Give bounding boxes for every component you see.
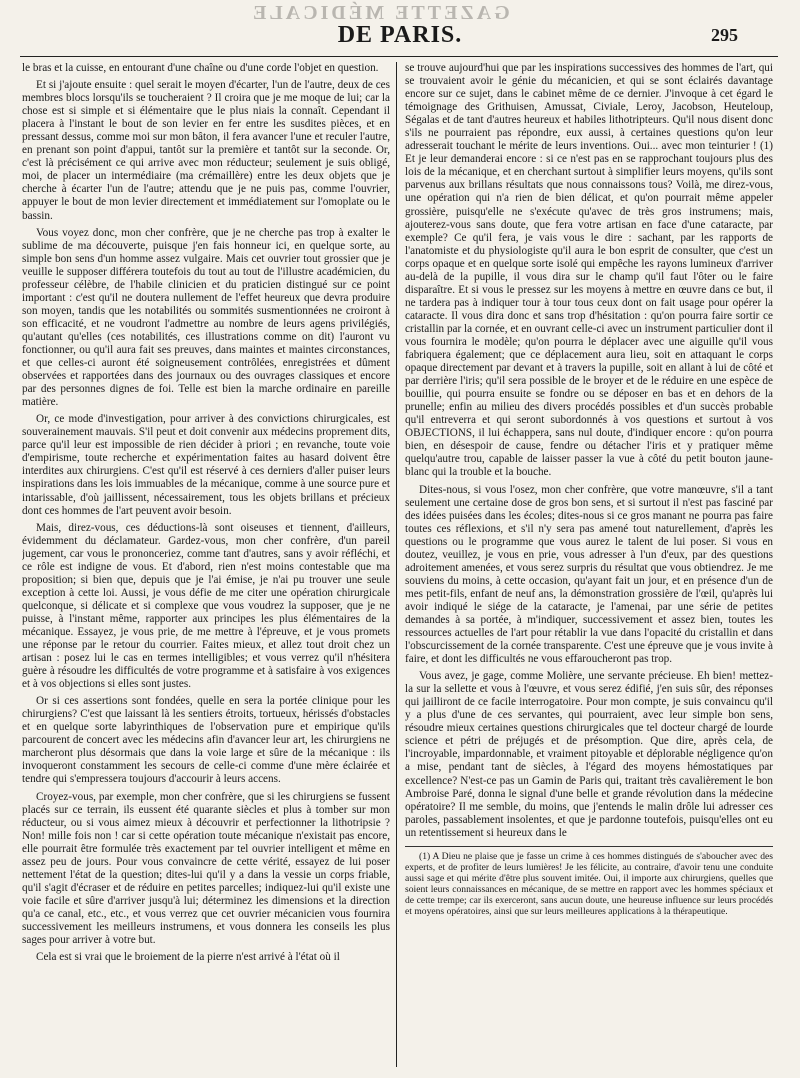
- paragraph: Dites-nous, si vous l'osez, mon cher confrère, que votre manœuvre, s'il a tant seulement une certaine dose de gros bon sens, et si surtout il n'est pas fasciné par des idées puisées dans les écoles; dites-nous si ce gros manant ne pourra pas faire toutes ces réflexions, et s'il n'y sera pas amené tout naturellement, d'après les questions ou le programme que vous aurez le talent de lui poser. Si vous en doutez, veuillez, je vous en prie, vous adresser à l'un d'eux, par des questions adroitement amenées, et vous serez surpris du résultat que vous obtiendrez. Je me souviens du moins, à cette occasion, qu'ayant fait un jour, et en présence d'un de mes petit-fils, enfant de neuf ans, la démonstration grossière de l'œil, qu'après lui avoir indiqué le siége de la cataracte, je l'amenai, par une série de petites demandes à sa portée, à m'indiquer, successivement et assez bien, toutes les ressources actuelles de l'art pour rétablir la vue dans l'opacité du cristallin et dans l'obscurcissement de la cornée transparente. C'est une épreuve que je vous invite à faire, et dont les difficultés ne vous effaroucheront pas trop.: [405, 483, 773, 666]
- footnote: (1) A Dieu ne plaise que je fasse un crime à ces hommes distingués de s'aboucher avec des experts, et de profiter de leurs lumières! Je les félicite, au contraire, d'avoir tenu une conduite aussi sage et qui mérite d'être plus souvent imitée. Oui, il importe aux chirurgiens, quelles que soient leurs connaissances en mécanique, de se mettre en rapport avec les hommes spéciaux et de cette trempe; car ils exerceront, sans aucun doute, une heureuse influence sur leurs procédés et moyens opératoires, ainsi que sur leurs meilleures applications à la thérapeutique.: [405, 850, 773, 917]
- paragraph: le bras et la cuisse, en entourant d'une chaîne ou d'une corde l'objet en question.: [22, 62, 379, 74]
- paragraph: Croyez-vous, par exemple, mon cher confrère, que si les chirurgiens se fussent placés sur ce terrain, ils eussent été quarante siècles et plus à tomber sur mon réducteur, ou si vous aimez mieux à découvrir et perfectionner la lithotripsie ? Non! mille fois non ! car si cette opération toute mécanique n'existait pas encore, elle pourrait être formulée très exactement par tel ouvrier intelligent et même en assez peu de jours. Pour vous convaincre de cette vérité, essayez de lui poser nettement l'état de la question; dites-lui qu'il y a dans la vessie un corps friable, qu'il s'agit d'écraser et de réduire en petites parcelles; indiquez-lui qu'il existe une voie facile et sûre d'arriver jusqu'à lui; déterminez les dimensions et la direction qu'a ce canal, etc., etc., et vous verrez que cet ouvrier mécanicien vous fournira successivement les meilleurs instrumens, et vous donnera les conseils les plus sages pour arriver à votre but.: [22, 790, 390, 947]
- paragraph: Et si j'ajoute ensuite : quel serait le moyen d'écarter, l'un de l'autre, deux de ces membres blocs lorsqu'ils se toucheraient ? Il croira que je me moque de lui; car la chose est si simple et si élémentaire que le plus niais la connaît. Cependant il placera à l'instant le bout de son levier en fer entre les susdites pièces, et en pressant dessus, comme moi sur mon bâton, il fera avancer l'une et reculer l'autre, en prenant son point d'appui, tantôt sur la première et tantôt sur la seconde. Or, c'est là précisément ce qui arrive avec mon réducteur; seulement je suis obligé, moi, de placer un intermédiaire (ma crémaillère) entre les deux objets que je cherche à écarter l'un de l'autre; attendu que je ne puis pas, comme l'ouvrier, appuyer le bout de mon levier directement et immédiatement sur l'omoplate ou le bassin.: [22, 79, 390, 222]
- paragraph: Or, ce mode d'investigation, pour arriver à des convictions chirurgicales, est souverainement mauvais. S'il peut et doit convenir aux médecins proprement dits, parce qu'il leur est impossible de rien décider à priori ; en revanche, toute voie d'empirisme, toute recherche et expérimentation faites au hasard doivent être interdites aux chirurgiens. C'est qu'il est réservé à ces derniers d'aller puiser leurs inspirations dans les lois immuables de la mécanique, comme à une source pure et intarissable, d'où jaillissent, nécessairement, tous les objets brillans et précieux dont ces hommes de l'art peuvent avoir besoin.: [22, 413, 390, 517]
- column-divider: [396, 62, 397, 1067]
- footnote-rule: [405, 846, 773, 847]
- header-rule: [20, 56, 778, 57]
- page-header: [0, 22, 800, 52]
- paragraph: Cela est si vrai que le broiement de la pierre n'est arrivé à l'état où il: [36, 951, 340, 964]
- paragraph: Mais, direz-vous, ces déductions-là sont oiseuses et tiennent, d'ailleurs, évidemment du déclamateur. Gardez-vous, mon cher confrère, d'un pareil jugement, car vous le prononceriez, comme tant d'autres, sans y avoir réfléchi, et ce rôle est indigne de vous. Et d'abord, rien n'est moins contestable que ma proposition; si bien que, depuis que je l'ai émise, je n'ai pu trouver une seule exception à cette loi. Aussi, je vous défie de me citer une opération chirurgicale quelconque, si délicate et si complexe que vous voudrez la supposer, que je ne puisse, à l'instant même, rapporter aux principes les plus élémentaires de la mécanique. Essayez, je vous prie, de me mettre à l'épreuve, et je vous promets une réponse par le retour du courrier. Faites mieux, et allez tout droit chez un artisan : posez lui le cas en termes intelligibles; et vous verrez qu'il n'hésitera guère à résoudre les difficultés de votre programme et à satisfaire à vos exigences et à vos objections si elles sont justes.: [22, 521, 390, 691]
- page-title: DE PARIS.: [337, 22, 463, 48]
- paragraph: Or si ces assertions sont fondées, quelle en sera la portée clinique pour les chirurgiens? C'est que laissant là les sentiers étroits, tortueux, hérissés d'obstacles et en quelque sorte labyrinthiques de l'observation pure et empirique qu'ils parcourent de concert avec les médecins afin d'avancer leur art, les chirurgiens ne marcheront plus désormais que dans la voie large et sûre de la mécanique : ils invoqueront constamment les secours de celle-ci comme d'une mère éclairée et tendre qui s'empressera toujours d'accourir à leurs accens.: [22, 695, 390, 786]
- paragraph: Vous avez, je gage, comme Molière, une servante précieuse. Eh bien! mettez-la sur la sellette et vous à l'œuvre, et vous serez édifié, j'en suis sûr, des réponses qui jailliront de ce facile interrogatoire. Pour mon compte, je suis convaincu qu'il y a plus d'une de ces servantes, qui pourraient, avec leur simple bon sens, résoudre mieux certaines questions chirurgicales que tel docteur chargé de lourde science et pétri de préjugés et de présomption. Que dire, après cela, de l'incroyable, impardonnable, et vraiment pitoyable et déplorable négligence qu'on a mise, pendant tant de siècles, à l'égard des moyens hémostatiques par excellence? N'est-ce pas un Gamin de Paris qui, traitant très cavalièrement le bon Ambroise Paré, donna le signal d'une belle et grande révolution dans la médecine opératoire? Il me semble, du moins, que j'entends le malin drôle lui adresser ces paroles, passablement insolentes, et que je pardonne toutefois, puisqu'elles ont eu un retentissement si heureux dans le: [405, 670, 773, 839]
- bleed-through-text: GAZETTE MÉDICALE: [250, 2, 510, 24]
- page-number: 295: [711, 25, 738, 45]
- paragraph: Vous voyez donc, mon cher confrère, que je ne cherche pas trop à exalter le sublime de ma découverte, puisque j'en fais honneur ici, en quelque sorte, au simple bon sens d'un homme assez vulgaire. Mais cet ouvrier tout grossier que je veuille le supposer différera toutefois du tout au tout de l'illustre académicien, du professeur célèbre, de l'habile clinicien et du praticien distingué sur ce point important : c'est qu'il ne doutera nullement de l'effet heureux que devra produire son moyen, tandis que les notabilités ou sommités susmentionnées ne croiront à son efficacité, et ne voudront l'admettre au nombre de leurs agens privilégiés, qu'autant qu'elles (ces notabilités, ces illustrations comme on dit) l'auront vu fonctionner, ou qu'il aura fait ses preuves, dans maintes et maintes circonstances, et que celles-ci auront été soigneusement contrôlées, enregistrées et dûment observées et rapportées dans des journaux ou des ouvrages classiques et encore par des personnes dignes de foi. Telle est bien la marche ordinaire en pareille matière.: [22, 226, 390, 409]
- paragraph: se trouve aujourd'hui que par les inspirations successives des hommes de l'art, qui se trouvaient avoir le génie du mécanicien, et qui se sont éclairés davantage encore sur ce sujet, dans le cabinet même de ce dernier. J'invoque à cet égard le témoignage des Grithuisen, Amussat, Civiale, Leroy, Jacobson, Heuteloup, Ségalas et de tant d'autres heureux et habiles lithotripteurs. Qu'il nous disent donc s'ils ne pourraient pas répondre, eux aussi, à certaines questions qu'on leur adresserait touchant le mérite de leurs inventions. Oui... avec mon teinturier ! (1) Et je leur demanderai encore : si ce n'est pas en se rapprochant toujours plus des lois de la mécanique, et en cherchant surtout à simplifier leurs moyens, qu'ils sont parvenus aux brillans résultats que nous connaissons tous? Voilà, me direz-vous, une opération qui n'a rien de bien délicat, et qu'on pourrait même appeler grossière, puisqu'elle ne s'exécute qu'avec de très gros instrumens; mais, ajouterez-vous sans doute, que fera votre artisan en face d'une cataracte, par exemple? Ce qu'il fera, je vais vous le dire : sachant, par les rapports de l'anatomiste et du physiologiste qu'il aura le bon esprit de consulter, que c'est un corps opaque et en quelque sorte isolé qui empêche les rayons lumineux d'arriver au-delà de la pupille, il vous dira sur le champ qu'il faut l'ôter ou le faire disparaître. Et si vous le pressez sur les moyens à mettre en œuvre dans ce but, il ne tardera pas à indiquer tour à tour tous ceux dont on fait usage pour opérer la cataracte. Il vous dira donc et sans trop d'hésitation : qu'on pourra faire sortir ce cristallin par la cornée, et en ouvrant celle-ci avec un instrument particulier dont il vous fournira le modèle; qu'on pourra le déplacer avec une aiguille qu'il vous fabriquera également; que ce déplacement aura lieu, soit en attaquant le corps opaque directement par devant et à travers la pupille, soit en allant à lui de côté et par derrière l'iris; qu'il sera possible de le broyer et de le réduire en une espèce de bouillie, qui pourra ensuite se fondre ou se déposer en bas et en dehors de la prunelle; enfin au milieu des divers procédés possibles et d'un succès probable qu'il entreverra et qui seront subordonnés à vos questions et surtout à vos OBJECTIONS, il lui échappera, sans nul doute, d'indiquer encore : qu'on pourra bien, en désespoir de cause, fendre ou détacher l'iris et y pratiquer même quelqu'autre trou, capable de laisser passer la vue à côté du petit bouton jaune-blanc qui la trouble et la bouche.: [405, 62, 773, 479]
- right-column: [405, 62, 773, 1070]
- left-column: [22, 62, 390, 1070]
